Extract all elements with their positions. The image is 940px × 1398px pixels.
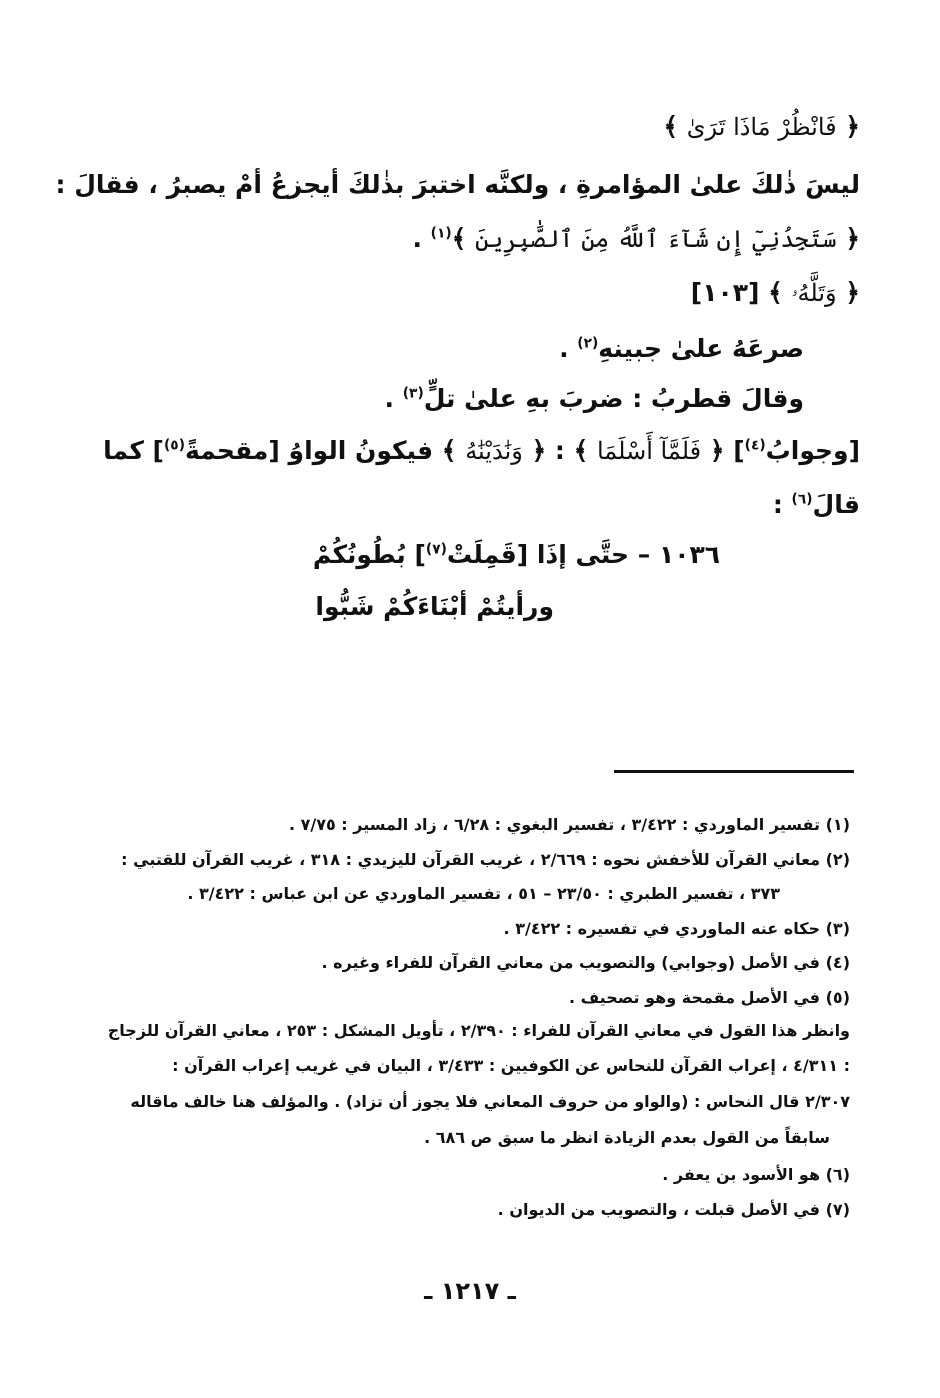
footnote-1: (١) تفسير الماوردي : ٣/٤٢٢ ، تفسير البغوي : ٦/٢٨ ، زاد المسير : ٧/٧٥ .: [288, 815, 850, 834]
quran-quote-line-4: [691, 278, 860, 307]
punctuation: .: [384, 384, 403, 413]
footnote-7: (٧) في الأصل قبلت ، والتصويب من الديوان .: [497, 1200, 850, 1219]
footnote-ref: (٣): [402, 385, 424, 402]
footnote-5: (٥) في الأصل مقمحة وهو تصحيف .: [568, 988, 850, 1007]
footnote-6: (٦) هو الأسود بن يعفر .: [662, 1165, 850, 1184]
bracket-close: ﴾: [768, 278, 783, 307]
footnote-3: (٣) حكاه عنه الماوردي في تفسيره : ٣/٤٢٢ .: [503, 919, 850, 938]
footnote-separator: [614, 770, 854, 773]
text-span: [وجوابُ: [765, 436, 860, 465]
poem-line-1: [313, 540, 720, 569]
bracket-open: ﴿: [845, 112, 860, 141]
punctuation: :: [772, 490, 792, 519]
footnote-ref: (٦): [791, 491, 813, 508]
text-span: قالَ: [812, 490, 860, 519]
text-span: ﴾ : ﴿: [531, 436, 589, 465]
footnote-5-cont-1: وانظر هذا القول في معاني القرآن للفراء : ٢/٣٩٠ ، تأويل المشكل : ٢٥٣ ، معاني القرآن للزجاج: [107, 1021, 850, 1040]
text-line-6: [385, 384, 804, 413]
text-line-7: [103, 436, 860, 465]
footnote-ref: (٧): [425, 541, 447, 558]
text-span: ] كما: [103, 436, 164, 465]
footnote-5-cont-2: : ٤/٣١١ ، إعراب القرآن للنحاس عن الكوفيين : ٣/٤٣٣ ، البيان في غريب إعراب القرآن :: [172, 1056, 850, 1075]
quran-quote-line-1: [663, 112, 860, 141]
footnote-2: (٢) معاني القرآن للأخفش نحوه : ٢/٦٦٩ ، غريب القرآن لليزيدي : ٣١٨ ، غريب القرآن للقتبي :: [121, 850, 850, 869]
quran-verse: فَلَمَّآ أَسْلَمَا: [596, 437, 702, 465]
footnote-5-cont-4: سابقاً من القول بعدم الزيادة انظر ما سبق ص ٦٨٦ .: [424, 1128, 830, 1147]
page-number: ـ ١٢١٧ ـ: [424, 1277, 516, 1305]
quran-verse: وَتَلَّهُۥ: [791, 279, 837, 307]
punctuation: .: [559, 334, 578, 363]
quran-verse: فَانْظُرْ مَاذَا تَرَىٰ: [686, 113, 837, 141]
verse-number: [١٠٣]: [690, 278, 760, 307]
footnote-2-cont: ٣٧٣ ، تفسير الطبري : ٢٣/٥٠ – ٥١ ، تفسير الماوردي عن ابن عباس : ٣/٤٢٢ .: [187, 884, 780, 903]
footnote-ref: (١): [430, 225, 452, 242]
poem-line-2: ورأيتُمْ أبْنَاءَكُمْ شَبُّوا: [315, 592, 554, 621]
text-span: ] بُطُونُكُمْ: [312, 540, 426, 569]
bracket-open: ﴿: [845, 278, 860, 307]
text-span: ﴾ فيكونُ الواوُ [مقحمةً: [185, 436, 457, 465]
quran-verse: وَنَٰدَيْنَٰهُ: [465, 437, 523, 465]
bracket-open: ﴿: [845, 224, 860, 253]
quran-verse: سَتَجِدُنِيٓ إِن شَآءَ ٱللَّهُ مِنَ ٱلصَّٰبِرِينَ: [475, 225, 837, 253]
text-span: ] ﴿: [709, 436, 745, 465]
footnote-ref: (٥): [164, 437, 185, 454]
footnote-4: (٤) في الأصل (وجوابي) والتصويب من معاني القرآن للفراء وغيره .: [321, 953, 850, 972]
footnote-ref: (٤): [744, 437, 766, 454]
text-span: ١٠٣٦ – حتَّى إذَا [قَمِلَتْ: [446, 540, 720, 569]
text-line-2: ليسَ ذٰلكَ علىٰ المؤامرةِ ، ولكنَّه اختبرَ بذٰلكَ أيجزعُ أمْ يصبرُ ، فقالَ :: [55, 170, 860, 199]
bracket-close: ﴾: [663, 112, 679, 141]
quran-quote-line-3: [412, 224, 860, 253]
footnote-5-cont-3: ٢/٣٠٧ قال النحاس : (والواو من حروف المعاني فلا يجوز أن تزاد) . والمؤلف هنا خالف ماقاله: [130, 1092, 850, 1111]
text-span: صرعَهُ علىٰ جبينهِ: [598, 334, 804, 363]
text-span: وقالَ قطربُ : ضربَ بهِ علىٰ تلٍّ: [423, 384, 804, 413]
text-line-8: [773, 490, 860, 519]
bracket-close: ﴾: [451, 224, 467, 253]
text-line-5: [559, 334, 804, 363]
punctuation: .: [412, 224, 431, 253]
footnote-ref: (٢): [577, 335, 599, 352]
